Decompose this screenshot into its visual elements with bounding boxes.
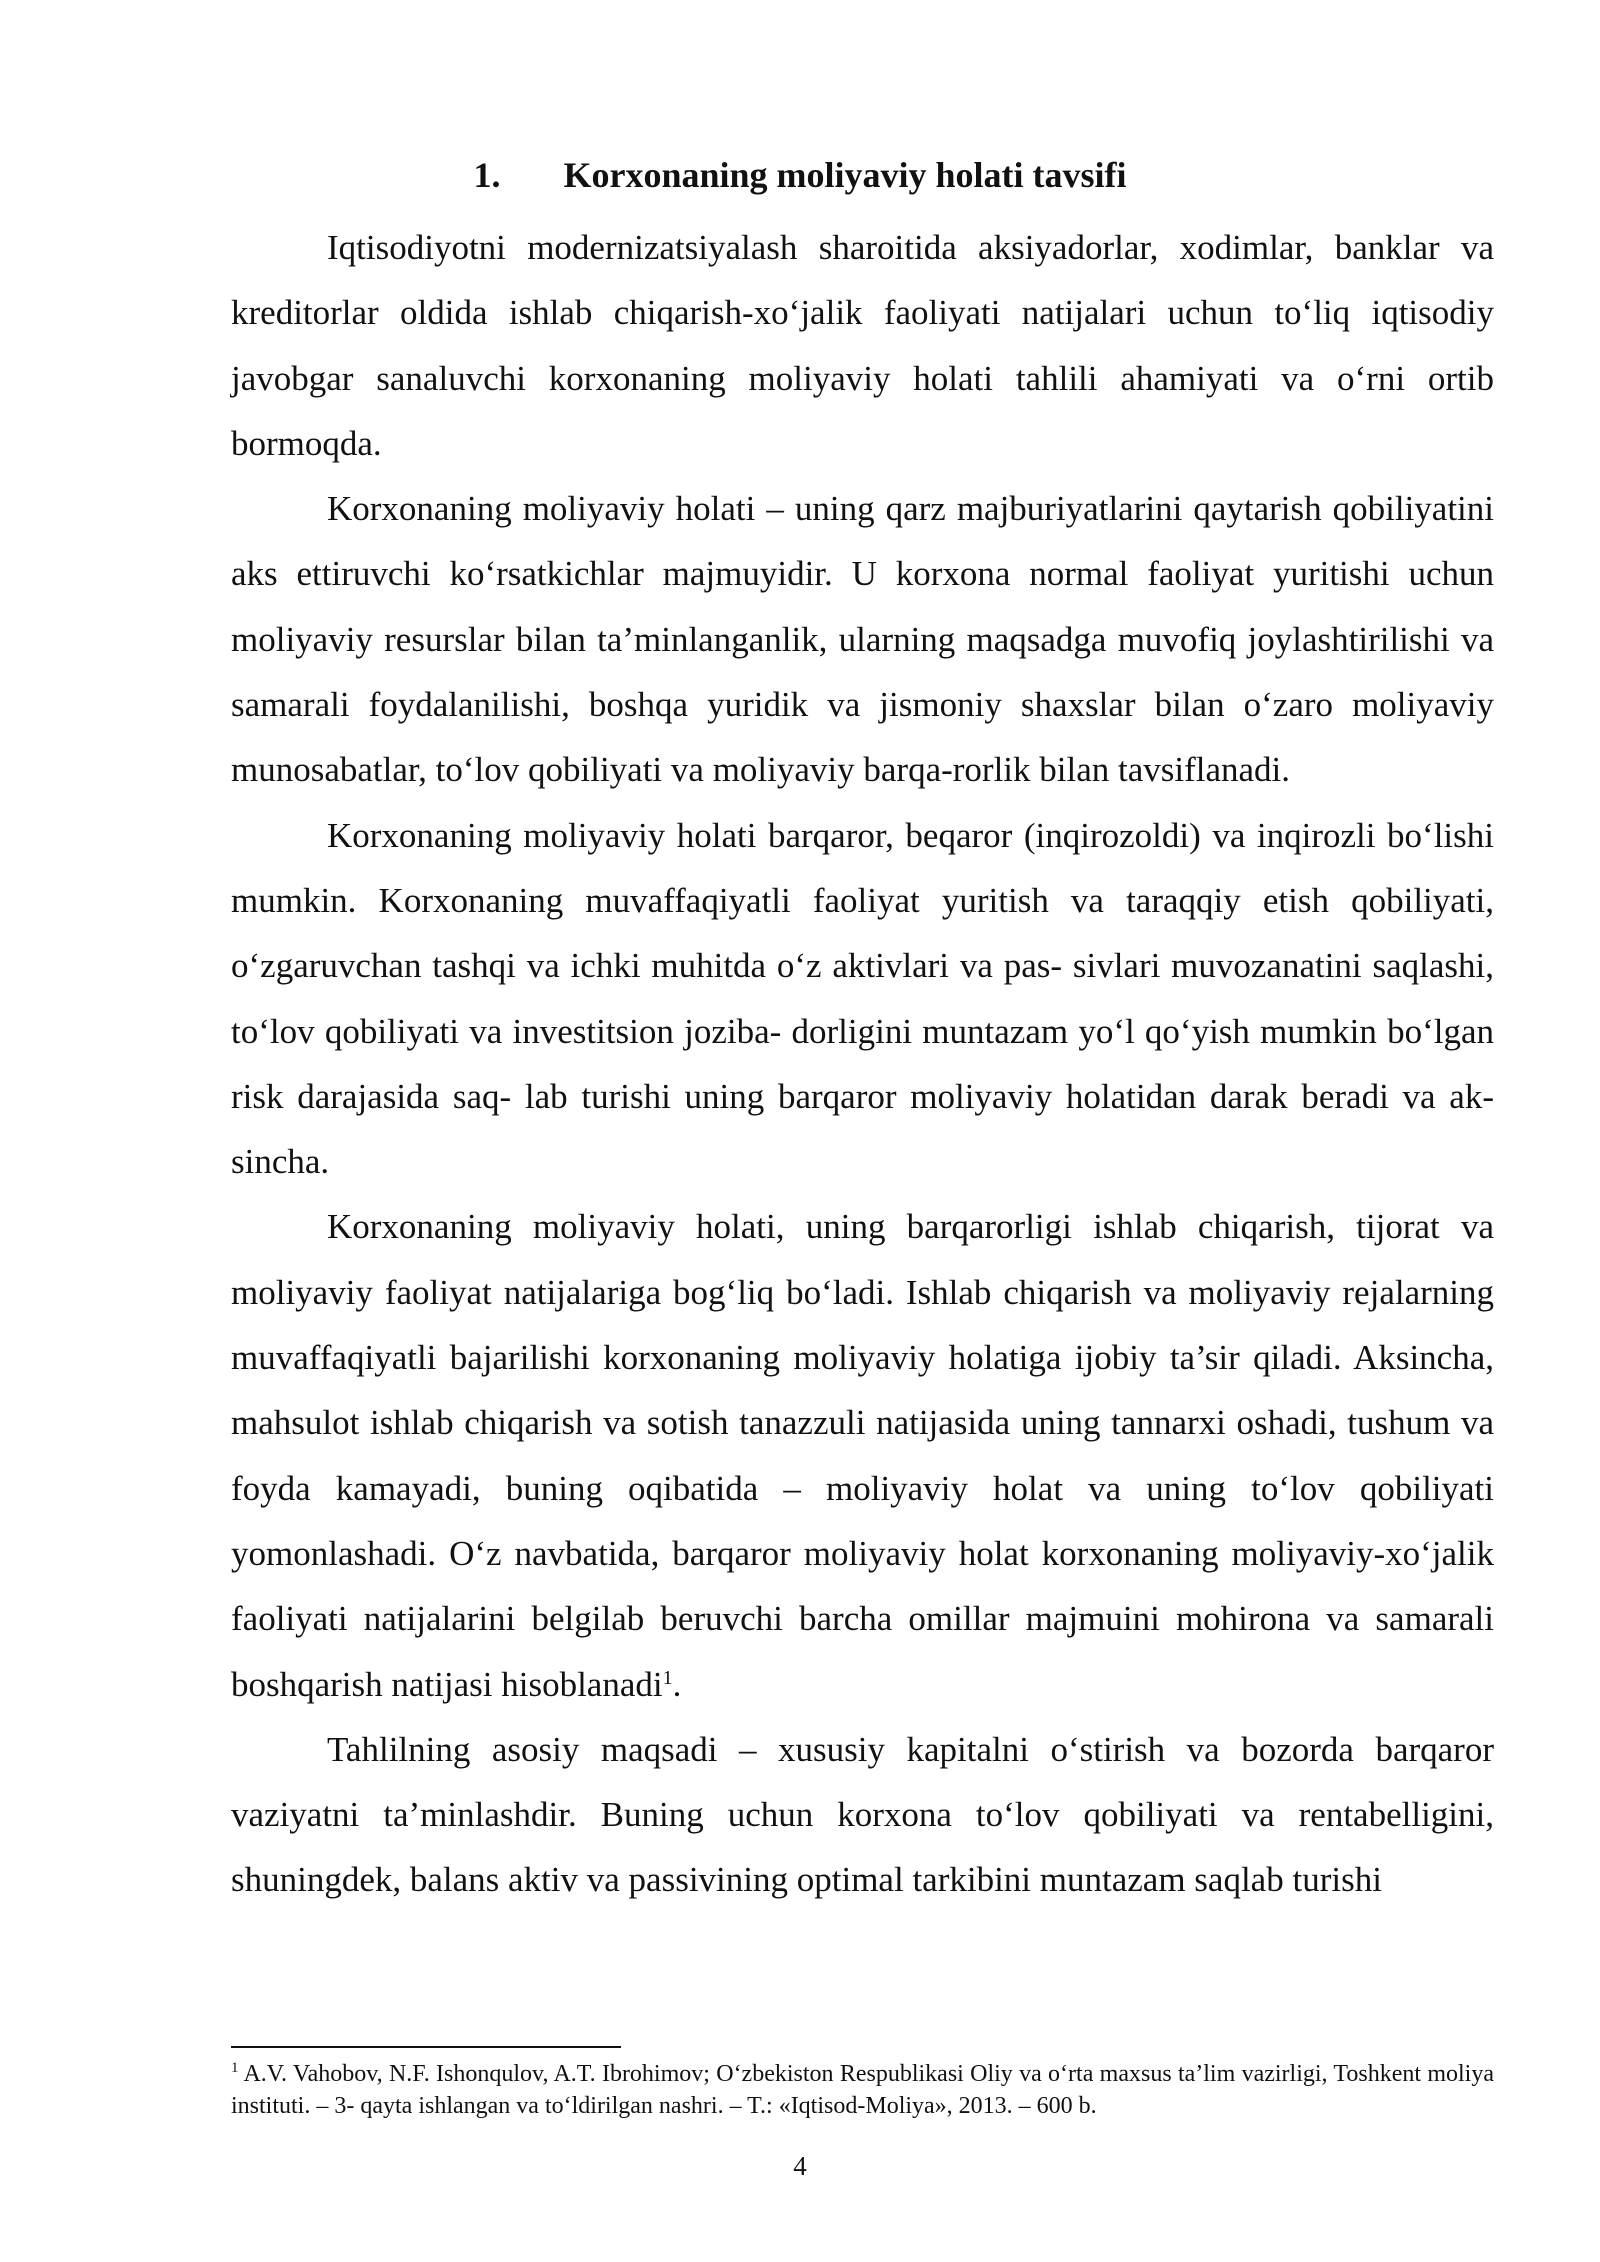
- paragraph-4-end: .: [672, 1664, 682, 1704]
- section-heading: [0, 150, 1600, 200]
- paragraph-1: Iqtisodiyotni modernizatsiyalash sharoitida aksiyadorlar, xodimlar, banklar va kreditorlar oldida ishlab chiqarish-xo‘jalik faoliyati natijalari uchun to‘liq iqtisodiy javobgar sanaluvchi korxonaning moliyaviy holati tahlili ahamiyati va o‘rni ortib bormoqda.: [231, 228, 1494, 463]
- footnote-text: A.V. Vahobov, N.F. Ishonqulov, A.T. Ibrohimov; O‘zbekiston Respublikasi Oliy va o‘rta maxsus ta’lim vazirligi, Toshkent moliya instituti. – 3- qayta ishlangan va to‘ldirilgan nashri. – T.: «Iqtisod-Moliya», 2013. – 600 b.: [231, 2061, 1494, 2119]
- footnote: [231, 2058, 1494, 2122]
- body-text: [231, 215, 1494, 1913]
- paragraph-2: Korxonaning moliyaviy holati – uning qarz majburiyatlarini qaytarish qobiliyatini aks ettiruvchi ko‘rsatkichlar majmuyidir. U korxona normal faoliyat yuritishi uchun moliyaviy resurslar bilan ta’minlanganlik, ularning maqsadga muvofiq joylashtirilishi va samarali foydalanilishi, boshqa yuridik va jismoniy shaxslar bilan o‘zaro moliyaviy munosabatlar, to‘lov qobiliyati va moliyaviy barqa-rorlik bilan tavsiflanadi.: [231, 489, 1494, 790]
- page-number: 4: [793, 2151, 807, 2181]
- paragraph-4: [231, 1194, 1494, 1716]
- paragraph-4-text: Korxonaning moliyaviy holati, uning barqarorligi ishlab chiqarish, tijorat va moliyaviy faoliyat natijalariga bog‘liq bo‘ladi. Ishlab chiqarish va moliyaviy rejalarning muvaffaqiyatli bajarilishi korxonaning moliyaviy holatiga ijobiy ta’sir qiladi. Aksincha, mahsulot ishlab chiqarish va sotish tanazzuli natijasida uning tannarxi oshadi, tushum va foyda kamayadi, buning oqibatida – moliyaviy holat va uning to‘lov qobiliyati yomonlashadi. O‘z navbatida, barqaror moliyaviy holat korxonaning moliyaviy-xo‘jalik faoliyati natijalarini belgilab beruvchi barcha omillar majmuini mohirona va samarali boshqarish natijasi hisoblanadi: [231, 1207, 1494, 1704]
- section-title: Korxonaning moliyaviy holati tavsifi: [563, 155, 1127, 195]
- footnote-separator: [231, 2046, 621, 2048]
- footnote-marker: 1: [231, 2060, 239, 2076]
- paragraph-3: Korxonaning moliyaviy holati barqaror, beqaror (inqirozoldi) va inqirozli bo‘lishi mumkin. Korxonaning muvaffaqiyatli faoliyat yuritish va taraqqiy etish qobiliyati, o‘zgaruvchan tashqi va ichki muhitda o‘z aktivlari va pas- sivlari muvozanatini saqlashi, to‘lov qobiliyati va investitsion joziba- dorligini muntazam yo‘l qo‘yish mumkin bo‘lgan risk darajasida saq- lab turishi uning barqaror moliyaviy holatidan darak beradi va ak- sincha.: [231, 815, 1494, 1182]
- section-number: 1.: [473, 155, 501, 195]
- footnote-reference[interactable]: 1: [662, 1666, 673, 1689]
- paragraph-5: Tahlilning asosiy maqsadi – xususiy kapitalni o‘stirish va bozorda barqaror vaziyatni ta’minlashdir. Buning uchun korxona to‘lov qobiliyati va rentabelligini, shuningdek, balans aktiv va passivining optimal tarkibini muntazam saqlab turishi: [231, 1729, 1494, 1900]
